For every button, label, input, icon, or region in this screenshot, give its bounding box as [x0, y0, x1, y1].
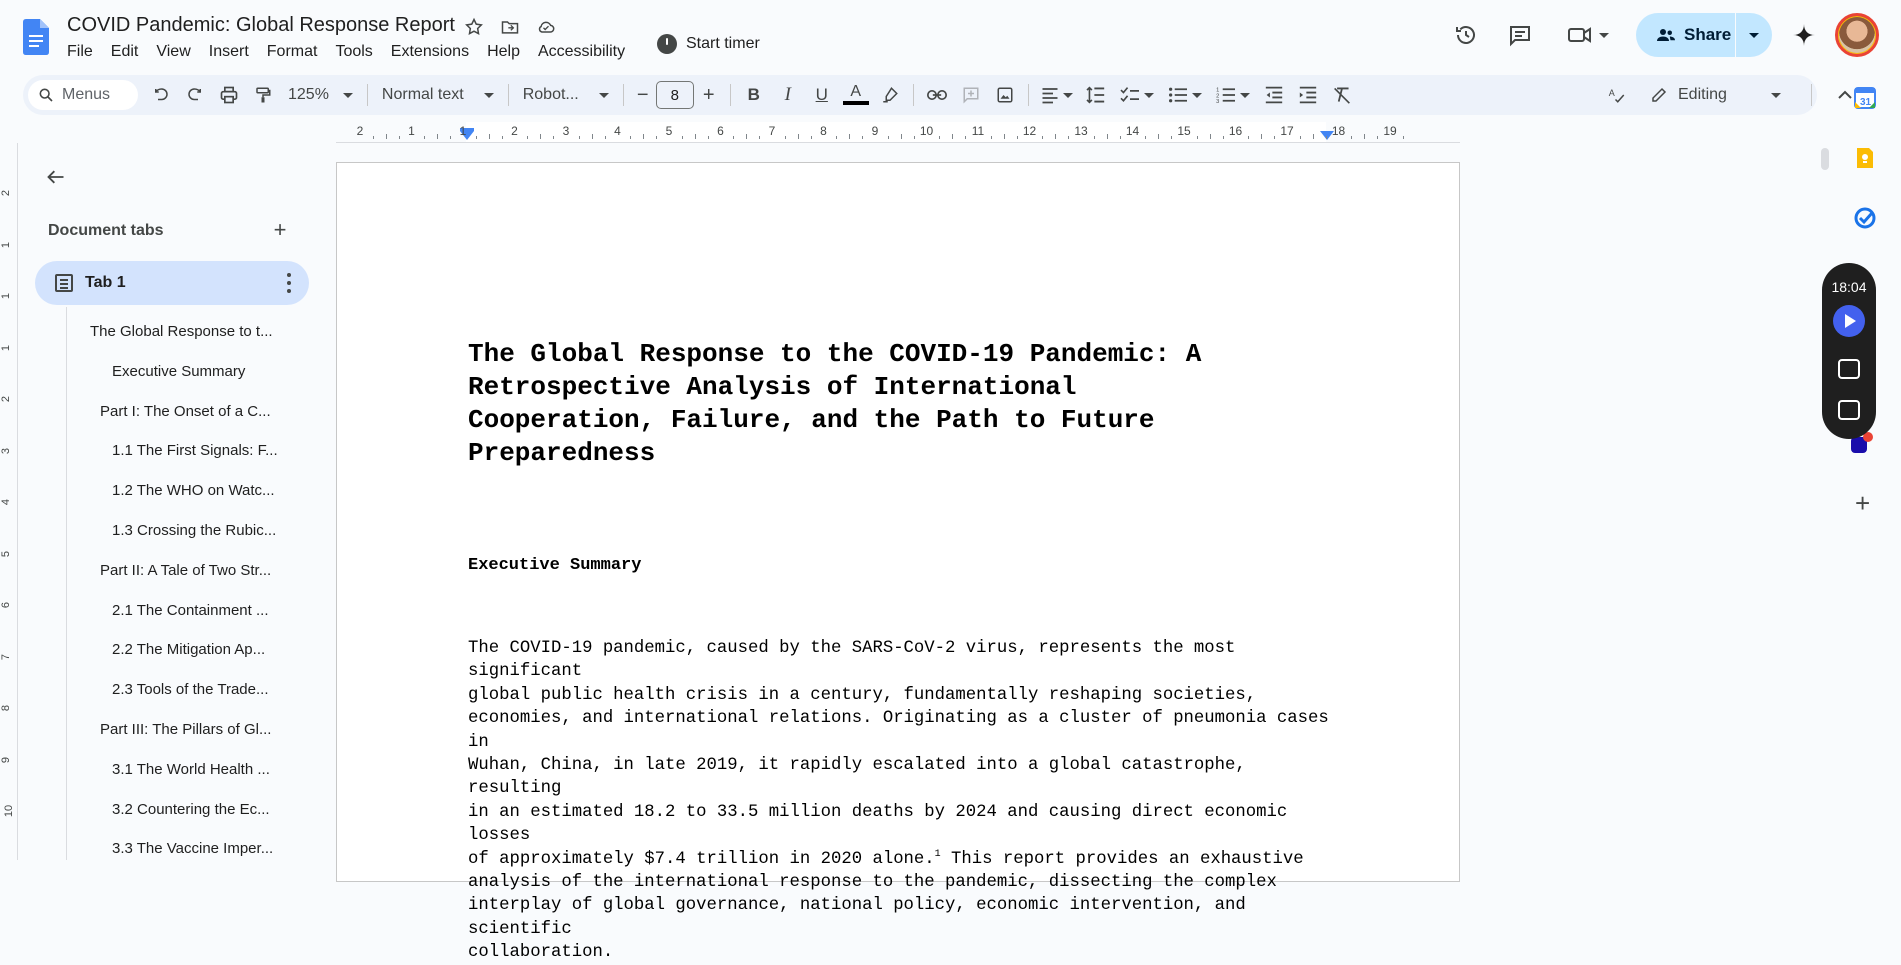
- ruler-number: 7: [768, 124, 776, 138]
- ruler-number: 15: [1177, 124, 1191, 138]
- redo-icon[interactable]: [178, 78, 212, 112]
- bookmark-add-icon[interactable]: [1838, 400, 1860, 420]
- print-icon[interactable]: [212, 78, 246, 112]
- undo-icon[interactable]: [144, 78, 178, 112]
- ruler-tick: [592, 134, 593, 139]
- ruler-tick: [527, 136, 528, 139]
- increase-font-size-icon[interactable]: +: [702, 83, 715, 106]
- ruler-tick: [888, 136, 889, 139]
- ruler-tick: [682, 136, 683, 139]
- outline-item[interactable]: Part III: The Pillars of Gl...: [100, 721, 272, 738]
- menu-edit[interactable]: Edit: [110, 43, 139, 60]
- ruler-number: 2: [356, 124, 364, 138]
- ruler-tick: [605, 136, 606, 139]
- ruler-tick: [836, 136, 837, 139]
- timer-icon: [657, 34, 677, 54]
- ruler-tick: [1300, 136, 1301, 139]
- comments-icon[interactable]: [1500, 15, 1540, 55]
- ruler-tick: [1248, 136, 1249, 139]
- start-timer-button[interactable]: [657, 34, 760, 54]
- ruler-text-area: [466, 122, 1326, 143]
- vertical-ruler-number: 2: [0, 395, 13, 403]
- ruler-tick: [965, 136, 966, 139]
- increase-indent-icon[interactable]: [1291, 78, 1325, 112]
- toolbar-divider: [913, 84, 914, 106]
- decrease-indent-icon[interactable]: [1257, 78, 1291, 112]
- ruler-number: 17: [1280, 124, 1294, 138]
- ruler-number: 8: [820, 124, 827, 138]
- ruler-tick: [939, 136, 940, 139]
- align-left-icon[interactable]: [1035, 78, 1079, 112]
- ruler-tick: [386, 134, 387, 139]
- ruler-tick: [489, 134, 490, 139]
- ruler-baseline: [336, 142, 1460, 143]
- checklist-icon[interactable]: [1113, 78, 1161, 112]
- formatting-toolbar: [23, 75, 1817, 115]
- calendar-icon[interactable]: [1853, 86, 1877, 110]
- vertical-ruler-number: 7: [0, 653, 13, 660]
- italic-icon[interactable]: I: [784, 84, 791, 105]
- vertical-ruler: [0, 143, 18, 860]
- share-main-button[interactable]: [1636, 13, 1736, 57]
- line-spacing-icon[interactable]: [1079, 78, 1113, 112]
- gemini-icon[interactable]: [1789, 20, 1819, 50]
- share-label: Share: [1684, 25, 1732, 44]
- menu-view[interactable]: View: [156, 43, 191, 60]
- ruler-number: 3: [562, 124, 570, 138]
- people-icon: [1657, 27, 1675, 43]
- ruler-tick: [1261, 134, 1262, 139]
- document-outline-sidebar: [20, 143, 320, 860]
- document-tabs-heading: Document tabs: [48, 222, 164, 239]
- font-family-select[interactable]: [515, 86, 617, 104]
- outline-item[interactable]: 1.2 The WHO on Watc...: [112, 482, 275, 500]
- zoom-select[interactable]: [280, 86, 361, 104]
- ruler-number: 9: [871, 124, 879, 138]
- vertical-ruler-number: 10: [3, 804, 16, 818]
- outline-item[interactable]: 3.2 Countering the Ec...: [112, 800, 270, 818]
- ruler-tick: [733, 136, 734, 139]
- outline-item[interactable]: 3.3 The Vaccine Imper...: [112, 840, 274, 858]
- ruler-number: 1: [459, 124, 467, 138]
- screenshot-icon[interactable]: [1838, 359, 1860, 379]
- outline-item[interactable]: 2.1 The Containment ...: [112, 601, 269, 619]
- svg-text:31: 31: [1860, 97, 1872, 108]
- ruler-number: 11: [971, 124, 985, 138]
- ruler-tick: [1313, 134, 1314, 139]
- ruler-number: 14: [1125, 124, 1140, 138]
- outline-item[interactable]: 1.1 The First Signals: F...: [112, 442, 278, 460]
- ruler-tick: [1055, 134, 1056, 139]
- footnote-reference[interactable]: 1: [934, 848, 941, 860]
- move-to-folder-icon[interactable]: [499, 16, 521, 38]
- ruler-tick: [450, 136, 451, 139]
- ruler-tick: [1004, 134, 1005, 139]
- outline-item[interactable]: 2.2 The Mitigation Ap...: [112, 641, 266, 659]
- menu-accessibility[interactable]: Accessibility: [537, 43, 626, 60]
- font-dropdown-icon: [599, 93, 609, 98]
- star-icon[interactable]: [463, 16, 485, 38]
- ruler-tick: [437, 134, 438, 139]
- ruler-tick: [901, 134, 902, 139]
- ruler-tick: [1274, 136, 1275, 139]
- toolbar-divider: [1028, 84, 1029, 106]
- ruler-number: 4: [614, 124, 621, 138]
- document-scrollbar-thumb[interactable]: [1821, 148, 1829, 170]
- ruler-number: 1: [408, 124, 415, 138]
- ruler-tick: [502, 136, 503, 139]
- editing-mode-label: Editing: [1678, 86, 1727, 103]
- play-icon[interactable]: [1833, 305, 1865, 337]
- text-color-icon[interactable]: A: [839, 78, 873, 112]
- ruler-tick: [476, 136, 477, 139]
- document-heading[interactable]: The Global Response to the COVID-19 Pandemic: A Retrospective Analysis of International Cooperation, Failure, and the Path to Future Preparedness: [468, 339, 1202, 468]
- ruler-tick: [708, 136, 709, 139]
- start-timer-label: Start timer: [686, 35, 760, 52]
- toolbar-divider: [1811, 84, 1812, 106]
- svg-text:A: A: [1608, 87, 1615, 98]
- cloud-saved-icon[interactable]: [535, 16, 557, 38]
- menu-bar: [67, 43, 643, 61]
- menu-search-placeholder: Menus: [62, 86, 111, 103]
- timer-widget: [1822, 263, 1876, 439]
- paragraph-text-part2: This report provides an exhaustive analysis of the international response to the pandemic, dissecting the complex interplay of global governance, national policy, economic intervention, and scientific collaboration.: [468, 849, 1304, 963]
- insert-link-icon[interactable]: [920, 78, 954, 112]
- docs-logo-icon[interactable]: [23, 19, 49, 55]
- toolbar-divider: [508, 84, 509, 106]
- ruler-number: 18: [1331, 124, 1346, 138]
- ruler-tick: [914, 136, 915, 139]
- ruler-tick: [1107, 134, 1108, 139]
- ruler-tick: [1364, 134, 1365, 139]
- vertical-ruler-number: 1: [0, 344, 13, 351]
- side-panel: [1845, 75, 1901, 860]
- ruler-tick: [1403, 136, 1404, 139]
- ruler-tick: [1351, 136, 1352, 139]
- bulleted-list-icon[interactable]: [1161, 78, 1209, 112]
- tab-label: Tab 1: [85, 274, 126, 291]
- editing-mode-area: [1600, 75, 1862, 115]
- ruler-tick: [643, 134, 644, 139]
- ruler-tick: [759, 136, 760, 139]
- ruler-tick: [1223, 136, 1224, 139]
- document-title[interactable]: COVID Pandemic: Global Response Report: [67, 14, 455, 36]
- paragraph-text-part1: The COVID-19 pandemic, caused by the SARS-CoV-2 virus, represents the most significant global public health crisis in a century, fundamentally reshaping societies, economies, and international relations. Originating as a cluster of pneumonia cases in Wuhan, China, in late 2019, it rapidly escalated into a global catastrophe, resulting in an estimated 18.2 to 33.5 million deaths by 2024 and causing direct economic losses of approximately $7.4 trillion in 2020 alone.: [468, 639, 1329, 869]
- ruler-tick: [798, 134, 799, 139]
- search-icon: [38, 87, 54, 103]
- ruler-tick: [1158, 134, 1159, 139]
- ruler-tick: [746, 134, 747, 139]
- outline-item[interactable]: 2.3 Tools of the Trade...: [112, 681, 269, 699]
- vertical-ruler-number: 2: [0, 189, 13, 197]
- style-dropdown-icon: [484, 93, 494, 98]
- menu-file[interactable]: File: [67, 43, 93, 60]
- insert-image-icon[interactable]: [988, 78, 1022, 112]
- outline-item[interactable]: Part I: The Onset of a C...: [100, 402, 271, 420]
- ruler-number: 2: [511, 124, 518, 138]
- ruler-number: 16: [1228, 124, 1243, 138]
- paragraph-style-value: Normal text: [381, 86, 464, 103]
- svg-text:2: 2: [1215, 93, 1220, 100]
- ruler-tick: [1377, 136, 1378, 139]
- ruler-tick: [1326, 136, 1327, 139]
- underline-icon[interactable]: U: [815, 85, 828, 104]
- ruler-tick: [373, 136, 374, 139]
- ruler-tick: [1017, 136, 1018, 139]
- ruler-tick: [1042, 136, 1043, 139]
- section-heading-executive-summary[interactable]: Executive Summary: [468, 556, 642, 575]
- ruler-tick: [656, 136, 657, 139]
- toolbar-divider: [623, 84, 624, 106]
- svg-text:1: 1: [1215, 87, 1220, 94]
- ruler-tick: [579, 136, 580, 139]
- ruler-tick: [1120, 136, 1121, 139]
- back-arrow-icon[interactable]: [42, 163, 70, 191]
- ruler-number: 19: [1383, 124, 1397, 138]
- ruler-tick: [1094, 136, 1095, 139]
- ruler-tick: [991, 136, 992, 139]
- ruler-tick: [862, 136, 863, 139]
- timer-time: 18:04: [1831, 279, 1867, 295]
- meet-icon[interactable]: [1560, 15, 1616, 55]
- more-options-icon[interactable]: [287, 273, 291, 293]
- menu-help[interactable]: Help: [487, 43, 520, 60]
- share-button[interactable]: [1636, 13, 1772, 57]
- decrease-font-size-icon[interactable]: −: [636, 83, 649, 106]
- outline-item[interactable]: 3.1 The World Health ...: [112, 760, 270, 778]
- toolbar-divider: [730, 84, 731, 106]
- keep-icon[interactable]: [1853, 146, 1877, 170]
- document-tab-icon: [55, 274, 73, 292]
- ruler-tick: [1197, 136, 1198, 139]
- ruler-tick: [553, 136, 554, 139]
- font-family-value: Robot...: [522, 86, 579, 103]
- document-page[interactable]: [336, 162, 1460, 963]
- paint-format-icon[interactable]: [246, 78, 280, 112]
- account-avatar[interactable]: [1835, 13, 1879, 57]
- vertical-ruler-number: 4: [0, 498, 13, 506]
- ruler-tick: [399, 136, 400, 139]
- bold-icon[interactable]: B: [747, 85, 760, 104]
- ruler-number: 12: [1022, 124, 1037, 138]
- menu-search-input[interactable]: [28, 80, 138, 110]
- ruler-number: 13: [1074, 124, 1088, 138]
- numbered-list-icon[interactable]: [1209, 78, 1257, 112]
- add-tab-icon[interactable]: +: [273, 217, 287, 242]
- ruler-tick: [630, 136, 631, 139]
- title-bar: [0, 0, 1901, 70]
- outline-guide-line: [66, 307, 67, 860]
- share-dropdown-icon[interactable]: [1736, 13, 1772, 57]
- ruler-tick: [1210, 134, 1211, 139]
- zoom-value: 125%: [288, 86, 329, 103]
- editing-mode-select[interactable]: [1650, 86, 1781, 104]
- svg-text:3: 3: [1215, 99, 1220, 106]
- ruler-number: 10: [919, 124, 934, 138]
- ruler-tick: [540, 134, 541, 139]
- vertical-ruler-number: 9: [0, 756, 13, 763]
- editing-dropdown-icon: [1771, 93, 1781, 98]
- add-comment-icon[interactable]: [954, 78, 988, 112]
- paragraph-style-select[interactable]: [374, 86, 502, 104]
- vertical-ruler-number: 5: [0, 550, 13, 557]
- vertical-ruler-number: 3: [0, 447, 13, 454]
- ruler-tick: [424, 136, 425, 139]
- outline-item[interactable]: The Global Response to t...: [90, 323, 273, 340]
- ruler-tick: [785, 136, 786, 139]
- vertical-ruler-number: 6: [0, 601, 13, 609]
- get-addons-plus-icon[interactable]: +: [1855, 488, 1871, 518]
- ruler-tick: [1145, 136, 1146, 139]
- tab-item-tab1[interactable]: [35, 261, 309, 305]
- vertical-ruler-number: 1: [0, 241, 13, 248]
- ruler-number: 5: [665, 124, 673, 138]
- horizontal-ruler[interactable]: [336, 122, 1460, 143]
- spellcheck-icon[interactable]: [1600, 78, 1634, 112]
- outline-item[interactable]: Executive Summary: [112, 362, 246, 380]
- ruler-tick: [952, 134, 953, 139]
- pencil-icon: [1650, 86, 1668, 104]
- vertical-ruler-number: 8: [0, 704, 13, 712]
- ruler-tick: [1068, 136, 1069, 139]
- tasks-icon[interactable]: [1853, 206, 1877, 230]
- menu-tools[interactable]: Tools: [335, 43, 373, 60]
- menu-insert[interactable]: Insert: [208, 43, 249, 60]
- ruler-tick: [811, 136, 812, 139]
- outline-item[interactable]: 1.3 Crossing the Rubic...: [112, 522, 277, 539]
- menu-format[interactable]: Format: [266, 43, 318, 60]
- outline-item[interactable]: Part II: A Tale of Two Str...: [100, 561, 272, 579]
- version-history-icon[interactable]: [1446, 15, 1486, 55]
- body-paragraph[interactable]: [468, 637, 1338, 965]
- menu-extensions[interactable]: Extensions: [390, 43, 470, 60]
- zoom-dropdown-icon: [343, 93, 353, 98]
- highlight-color-icon[interactable]: [873, 78, 907, 112]
- vertical-ruler-number: 1: [0, 292, 13, 300]
- ruler-tick: [1171, 136, 1172, 139]
- clear-formatting-icon[interactable]: [1325, 78, 1359, 112]
- font-size-input[interactable]: 8: [656, 81, 694, 109]
- ruler-tick: [849, 134, 850, 139]
- ruler-tick: [695, 134, 696, 139]
- toolbar-divider: [367, 84, 368, 106]
- ruler-number: 6: [717, 124, 724, 138]
